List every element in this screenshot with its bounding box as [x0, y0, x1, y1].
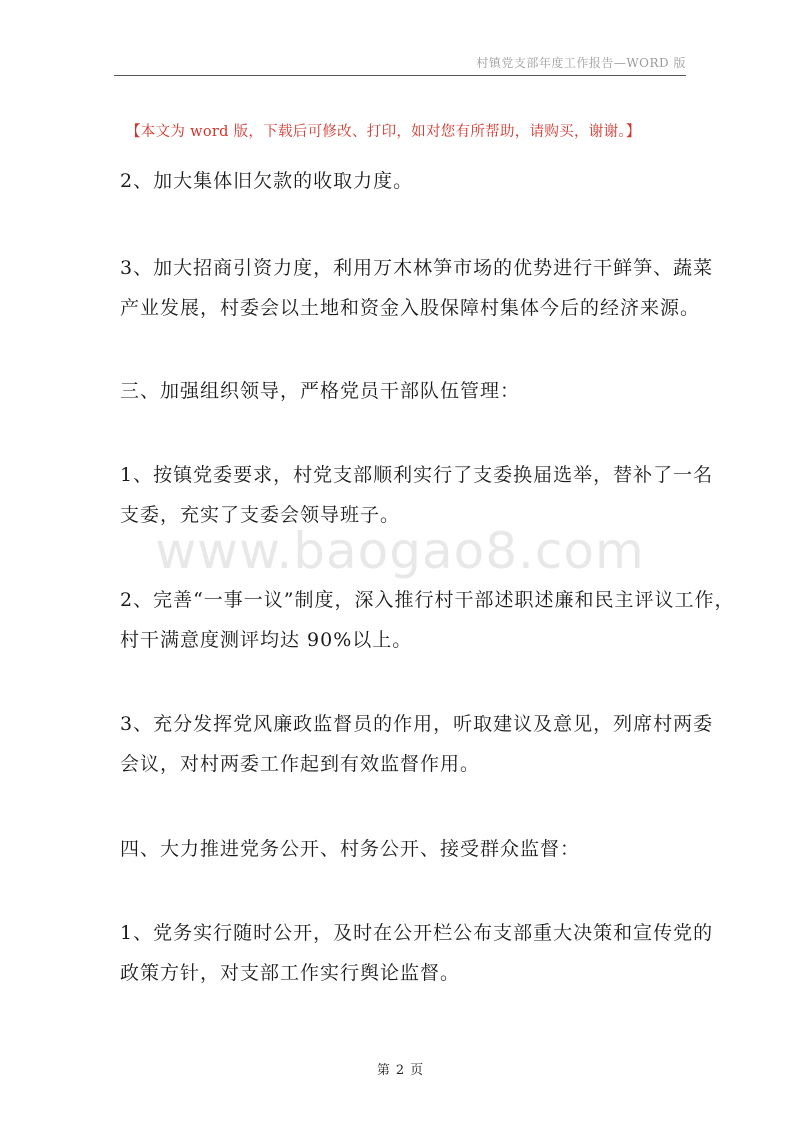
paragraph-line: 2、加大集体旧欠款的收取力度。: [120, 170, 414, 192]
page-number: 2: [395, 1063, 405, 1078]
paragraph-item-3b: [120, 704, 714, 784]
header-divider: [114, 75, 686, 76]
page-prefix: 第: [376, 1063, 390, 1078]
paragraph-item-1b: [120, 913, 714, 993]
paragraph-item-2b: [120, 580, 735, 660]
paragraph-line: 2、完善“一事一议”制度，深入推行村干部述职述廉和民主评议工作，: [120, 589, 735, 611]
site-watermark: www.baogao8.com: [155, 522, 645, 580]
paragraph-line: 3、充分发挥党风廉政监督员的作用，听取建议及意见，列席村两委: [120, 713, 714, 735]
paragraph-item-3: [120, 248, 714, 328]
paragraph-line: 支委，充实了支委会领导班子。: [120, 504, 401, 526]
page-suffix: 页: [410, 1063, 424, 1078]
paragraph-line: 1、党务实行随时公开，及时在公开栏公布支部重大决策和宣传党的: [120, 922, 714, 944]
paragraph-line: 会议，对村两委工作起到有效监督作用。: [120, 753, 481, 775]
paragraph-line: 村干满意度测评均达 90%以上。: [120, 629, 413, 651]
paragraph-line: 四、大力推进党务公开、村务公开、接受群众监督：: [120, 838, 581, 860]
paragraph-item-2: [120, 161, 700, 201]
section-heading-3: [120, 371, 700, 411]
paragraph-line: 三、加强组织领导，严格党员干部队伍管理：: [120, 380, 521, 402]
section-heading-4: [120, 829, 700, 869]
paragraph-line: 产业发展，村委会以土地和资金入股保障村集体今后的经济来源。: [120, 297, 701, 319]
paragraph-line: 3、加大招商引资力度，利用万木林笋市场的优势进行干鲜笋、蔬菜: [120, 257, 714, 279]
download-notice: 【本文为 word 版，下载后可修改、打印，如对您有所帮助，请购买，谢谢。】: [126, 124, 641, 140]
running-header: 村镇党支部年度工作报告—WORD 版: [476, 56, 686, 70]
page-footer: [0, 1059, 800, 1078]
paragraph-line: 1、按镇党委要求，村党支部顺利实行了支委换届选举，替补了一名: [120, 464, 714, 486]
paragraph-item-1: [120, 455, 714, 535]
paragraph-line: 政策方针，对支部工作实行舆论监督。: [120, 962, 461, 984]
